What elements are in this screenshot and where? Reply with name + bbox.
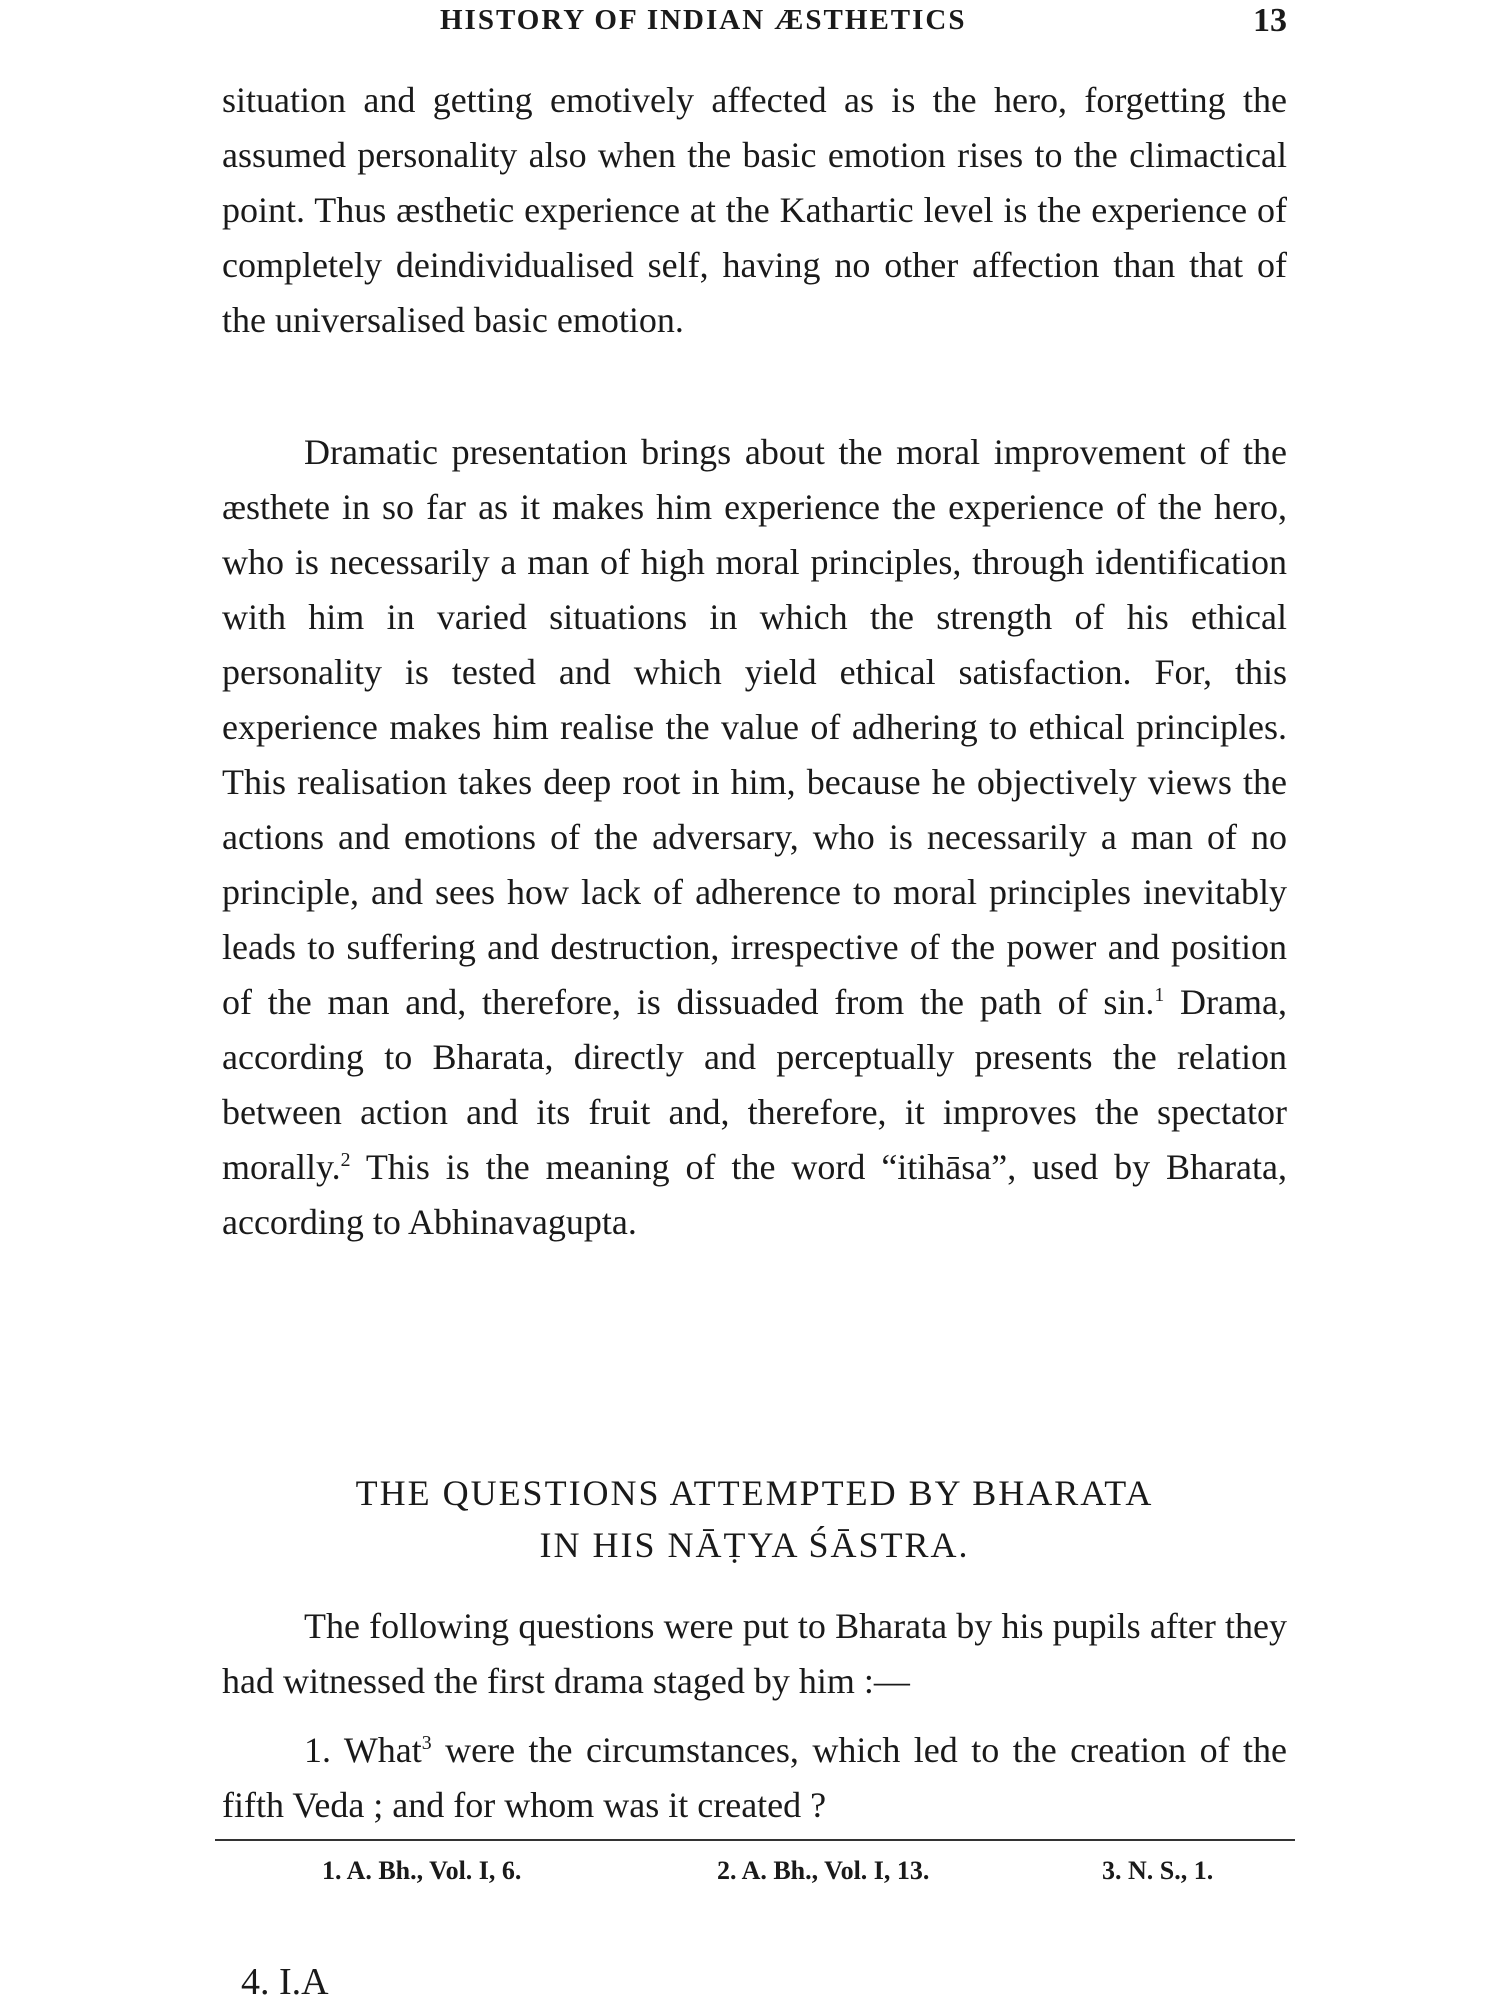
footnote-ref-1[interactable]: 1: [1154, 984, 1165, 1006]
paragraph-2-text-c: This is the meaning of the word “itihāsa”, used by Bharata, according to Abhinavagupta.: [222, 1147, 1287, 1242]
paragraph-questions-intro: [222, 1599, 1287, 1709]
footnote-3: 3. N. S., 1.: [1102, 1856, 1214, 1885]
paragraph-2-text-b: Drama, according to Bharata, directly and perceptually presents the relation between action and its fruit and, therefore, it improves the spectator morally.: [222, 982, 1287, 1187]
question-1-text-a: 1. What: [304, 1730, 422, 1770]
paragraph-moral-improvement: [222, 425, 1287, 1250]
page-number: 13: [1253, 2, 1287, 39]
paragraph-3: The following questions were put to Bharata by his pupils after they had witnessed the first drama staged by him :—: [222, 1606, 1287, 1701]
question-1: [222, 1723, 1287, 1833]
question-1-text-b: were the circumstances, which led to the creation of the fifth Veda ; and for whom was it created ?: [222, 1730, 1287, 1825]
running-head: [222, 2, 1287, 40]
footnote-ref-2[interactable]: 2: [340, 1149, 351, 1171]
running-title: HISTORY OF INDIAN ÆSTHETICS: [440, 4, 967, 36]
footnote-divider: [215, 1839, 1295, 1841]
footnote-1: 1. A. Bh., Vol. I, 6.: [322, 1856, 522, 1885]
footnotes: [222, 1856, 1287, 1896]
footnote-2: 2. A. Bh., Vol. I, 13.: [717, 1856, 930, 1885]
question-1-text: [222, 1723, 1287, 1833]
footnote-ref-3[interactable]: 3: [421, 1732, 432, 1754]
section-heading: [222, 1467, 1287, 1571]
section-heading-line-1: THE QUESTIONS ATTEMPTED BY BHARATA: [355, 1473, 1154, 1513]
paragraph-1: situation and getting emotively affected as is the hero, forgetting the assumed personality also when the basic emotion rises to the climactical point. Thus æsthetic experience at the Kathartic level is the experience of completely deindividualised self, having no other affection than that of the universalised basic emotion.: [222, 80, 1287, 340]
paragraph-2: [222, 425, 1287, 1250]
signature-mark: 4. I.A: [241, 1961, 329, 2003]
section-heading-line-2: IN HIS NĀṬYA ŚĀSTRA.: [539, 1525, 970, 1565]
paragraph-2-text-a: Dramatic presentation brings about the moral improvement of the æsthete in so far as it makes him experience the experience of the hero, who is necessarily a man of high moral principles, through identification with him in varied situations in which the strength of his ethical personality is tested and which yield ethical satisfaction. For, this experience makes him realise the value of adhering to ethical principles. This realisation takes deep root in him, because he objectively views the actions and emotions of the adversary, who is necessarily a man of no principle, and sees how lack of adherence to moral principles inevitably leads to suffering and destruction, irrespective of the power and position of the man and, therefore, is dissuaded from the path of sin.: [222, 432, 1287, 1022]
paragraph-continuation: [222, 73, 1287, 348]
